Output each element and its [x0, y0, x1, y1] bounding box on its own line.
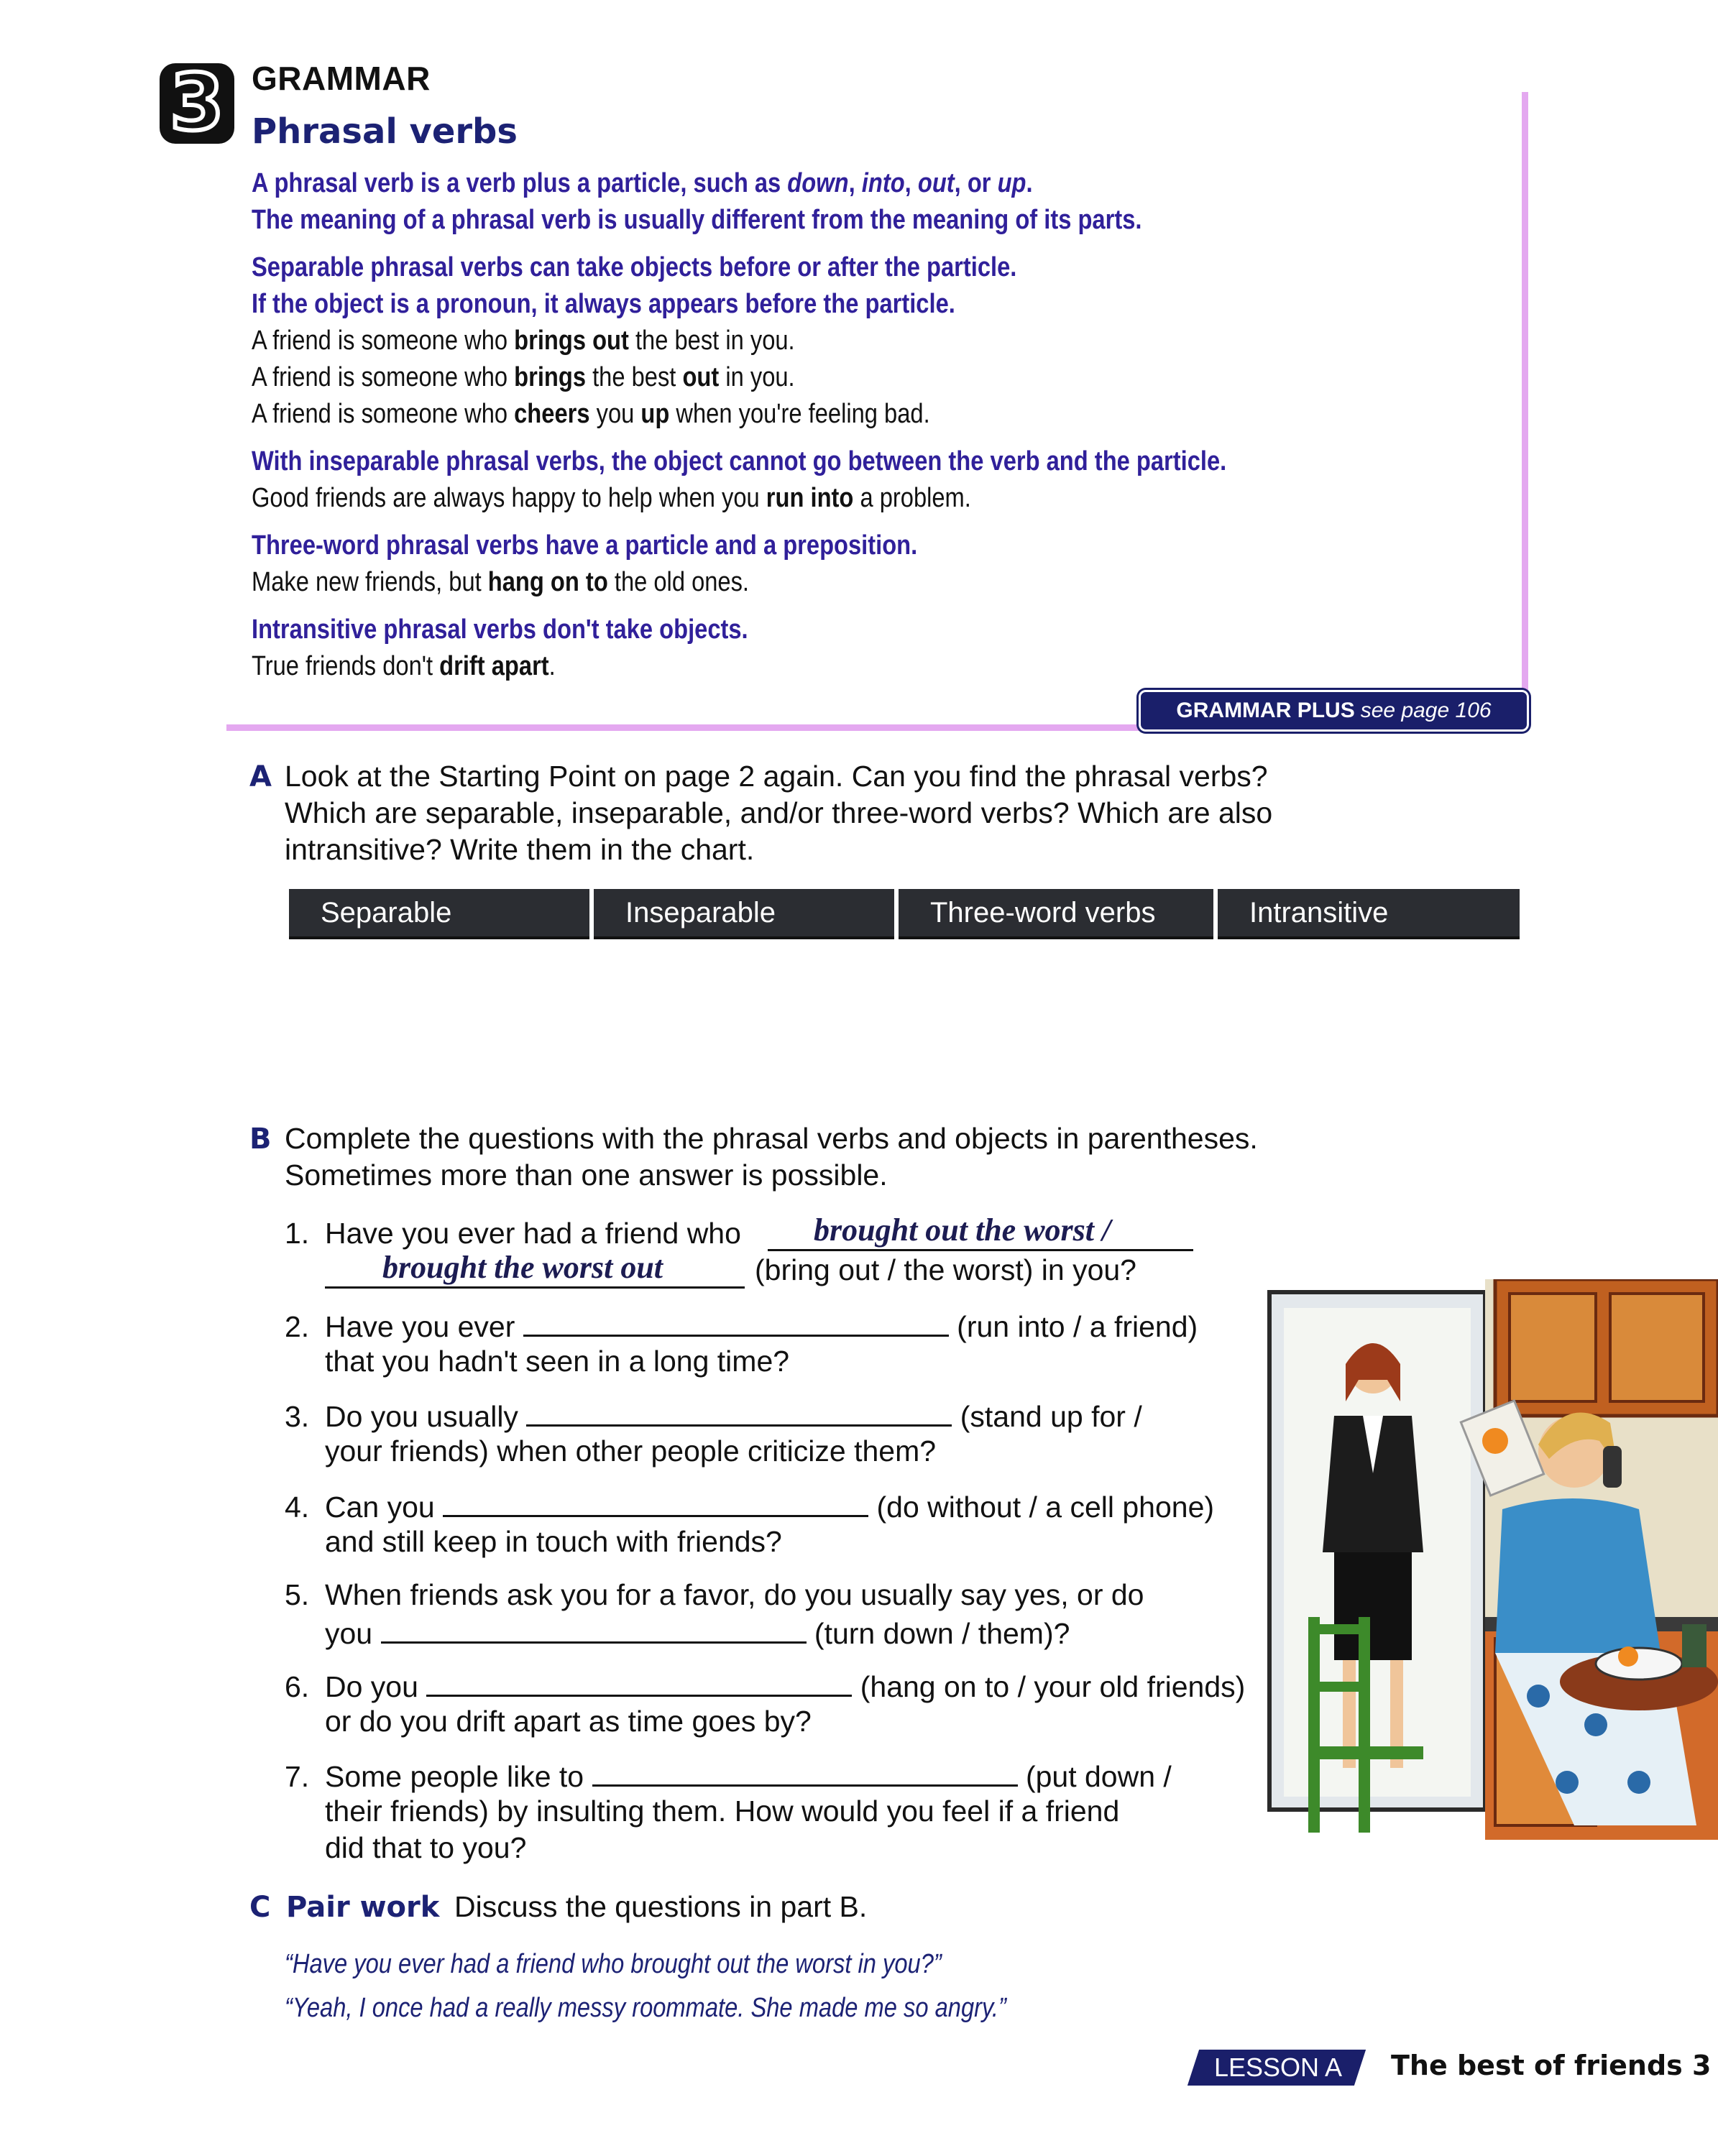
question-4: 4. Can you (do without / a cell phone): [285, 1486, 1214, 1526]
example-quote-2: “Yeah, I once had a really messy roommate. She made me so angry.”: [285, 1993, 1006, 2023]
grammar-rule-5: With inseparable phrasal verbs, the object cannot go between the verb and the particle.: [252, 446, 1227, 476]
chart-cell-intransitive[interactable]: [1218, 939, 1520, 1084]
grammar-example-5: Make new friends, but hang on to the old ones.: [252, 567, 750, 597]
grammar-example-4: Good friends are always happy to help when you run into a problem.: [252, 483, 971, 513]
part-c-letter: C: [249, 1891, 271, 1924]
chart-header-inseparable: Inseparable: [594, 889, 894, 939]
grammar-rule-6: Three-word phrasal verbs have a particle and a preposition.: [252, 530, 918, 561]
pair-work-label: Pair work: [286, 1891, 440, 1924]
question-5: 5. When friends ask you for a favor, do you usually say yes, or do: [285, 1578, 1144, 1611]
question-3-cont: your friends) when other people criticize them?: [325, 1434, 937, 1468]
answer-blank-6[interactable]: [426, 1666, 852, 1697]
question-2-cont: that you hadn't seen in a long time?: [325, 1345, 790, 1378]
grammar-rule-4: If the object is a pronoun, it always appears before the particle.: [252, 289, 955, 319]
section-number: 3: [170, 58, 224, 148]
grammar-rule-2: The meaning of a phrasal verb is usually different from the meaning of its parts.: [252, 205, 1142, 235]
grammar-rule-1: A phrasal verb is a verb plus a particle, such as down, into, out, or up.: [252, 168, 1033, 198]
question-5-cont: you (turn down / them)?: [325, 1613, 1070, 1652]
grammar-rule-7: Intransitive phrasal verbs don't take objects.: [252, 614, 748, 645]
part-b-letter: B: [249, 1123, 272, 1156]
answer-blank-3[interactable]: [526, 1396, 952, 1427]
question-1-cue: (bring out / the worst) in you?: [755, 1253, 1136, 1286]
section-number-badge: [160, 58, 234, 148]
question-1: 1. Have you ever had a friend who: [285, 1217, 741, 1250]
grammar-rule-3: Separable phrasal verbs can take objects before or after the particle.: [252, 252, 1017, 282]
grammar-example-2: A friend is someone who brings the best out in you.: [252, 362, 795, 392]
part-a-line-1: Look at the Starting Point on page 2 again. Can you find the phrasal verbs?: [285, 760, 1268, 793]
part-c-instruction: Discuss the questions in part B.: [454, 1890, 868, 1923]
question-2: 2. Have you ever (run into / a friend): [285, 1306, 1198, 1345]
question-7-cont: their friends) by insulting them. How would you feel if a friend: [325, 1795, 1120, 1828]
grammar-example-3: A friend is someone who cheers you up when you're feeling bad.: [252, 399, 930, 429]
chart-cell-three-word[interactable]: [899, 939, 1213, 1084]
grammar-example-6: True friends don't drift apart.: [252, 651, 556, 681]
question-6-cont: or do you drift apart as time goes by?: [325, 1705, 812, 1738]
question-6: 6. Do you (hang on to / your old friends): [285, 1666, 1245, 1705]
chart-cell-inseparable[interactable]: [594, 939, 894, 1084]
answer-blank-2[interactable]: [523, 1306, 949, 1337]
answer-blank-4[interactable]: [443, 1486, 868, 1517]
answer-blank-5[interactable]: [381, 1613, 807, 1644]
lesson-title: The best of friends: [1391, 2050, 1683, 2081]
chart-header-separable: Separable: [289, 889, 589, 939]
page-number: 3: [1692, 2050, 1712, 2081]
lesson-label: LESSON A: [1213, 2053, 1343, 2082]
page-title: Phrasal verbs: [252, 111, 518, 152]
answer-blank-7[interactable]: [592, 1756, 1018, 1787]
part-a-line-2: Which are separable, inseparable, and/or three-word verbs? Which are also: [285, 796, 1273, 829]
answer-1b: brought the worst out: [382, 1250, 663, 1285]
phrasal-verb-chart: [285, 889, 1524, 1084]
chart-header-three-word: Three-word verbs: [899, 889, 1213, 939]
part-a-letter: A: [249, 760, 272, 793]
example-quote-1: “Have you ever had a friend who brought out the worst in you?”: [285, 1949, 942, 1979]
section-kicker: GRAMMAR: [252, 60, 431, 97]
part-a-line-3: intransitive? Write them in the chart.: [285, 833, 755, 866]
chart-header-intransitive: Intransitive: [1218, 889, 1520, 939]
question-7-cont-2: did that to you?: [325, 1831, 527, 1864]
grammar-plus-link[interactable]: GRAMMAR PLUS see page 106: [1139, 690, 1529, 732]
answer-1a: brought out the worst /: [814, 1212, 1111, 1248]
question-3: 3. Do you usually (stand up for /: [285, 1396, 1142, 1435]
chart-cell-separable[interactable]: [289, 939, 589, 1084]
part-b-line-2: Sometimes more than one answer is possible.: [285, 1158, 888, 1192]
grammar-example-1: A friend is someone who brings out the best in you.: [252, 326, 795, 356]
question-4-cont: and still keep in touch with friends?: [325, 1525, 782, 1558]
question-7: 7. Some people like to (put down /: [285, 1756, 1172, 1795]
part-b-line-1: Complete the questions with the phrasal verbs and objects in parentheses.: [285, 1122, 1258, 1155]
illustration-friends-kitchen: [1265, 1279, 1718, 1840]
